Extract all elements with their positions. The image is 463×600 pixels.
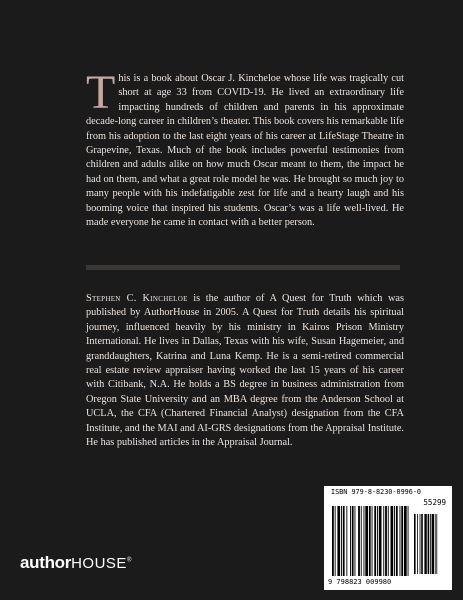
barcode-bar <box>383 506 384 576</box>
trademark-symbol: ® <box>126 557 132 564</box>
barcode-bar <box>377 506 378 576</box>
barcode-bar <box>337 506 340 576</box>
barcode-bar <box>404 506 407 576</box>
barcode-addon-bar <box>430 514 431 574</box>
barcode-bar <box>350 506 351 576</box>
barcode-bar <box>361 506 362 576</box>
publisher-logo <box>20 553 131 573</box>
publisher-logo-part2: HOUSE <box>71 555 127 572</box>
price-code: 55299 <box>423 498 446 507</box>
barcode-addon-bar <box>435 514 436 574</box>
barcode-addon-bar <box>420 514 421 574</box>
barcode-bar <box>364 506 365 576</box>
barcode-bar <box>391 506 394 576</box>
barcode-bar <box>365 506 368 576</box>
isbn-label: ISBN 979-8-8230-0996-0 <box>331 488 422 496</box>
barcode-bar <box>401 506 403 576</box>
barcode-addon-bar <box>424 514 426 574</box>
barcode-bar <box>372 506 373 576</box>
section-divider <box>86 265 400 270</box>
barcode-addon-bar <box>421 514 423 574</box>
barcode-bar <box>374 506 376 576</box>
isbn-barcode-block <box>324 486 452 590</box>
publisher-logo-part1: author <box>20 553 72 572</box>
barcode-bar <box>341 506 342 576</box>
barcode-bar <box>388 506 389 576</box>
barcode-addon-bar <box>428 514 430 574</box>
author-name: Stephen C. Kincheloe <box>86 293 188 304</box>
barcode-addon-bar <box>432 514 434 574</box>
barcode-addon-bar <box>417 514 418 574</box>
barcode-bar <box>358 506 360 576</box>
barcode-bar <box>332 506 334 576</box>
barcode-bar <box>343 506 345 576</box>
barcode-bar <box>335 506 336 576</box>
book-blurb <box>86 66 404 230</box>
ean-number: 9 798823 009980 <box>328 578 392 586</box>
barcode-bar <box>355 506 356 576</box>
author-bio <box>86 292 404 450</box>
barcode-bar <box>396 506 398 576</box>
bio-text: is the author of A Quest for Truth which was published by AuthorHouse in 2005. A Quest for Truth details his spiritual journey, influenced heavily by his ministry in Kairos Prison Ministry International. He lives in Dallas, Texas with his wife, Susan Hagemeier, and granddaughters, Katrina and Luna Kemp. He is a semi-retired commercial real estate review appraiser having worked the last 15 years of his career with Citibank, N.A. He holds a BS degree in business administration from Oregon State University and an MBA degree from the Anderson School at UCLA, the CFA (Chartered Financial Analyst) designation from the CFA Institute, and the MAI and AI-GRS designations from the Appraisal Institute. He has published articles in the Appraisal Journal. <box>86 293 405 449</box>
barcode-bar <box>379 506 382 576</box>
barcode-bar <box>394 506 395 576</box>
barcode-icon <box>330 498 446 578</box>
barcode-bar <box>385 506 387 576</box>
barcode-bar <box>400 506 401 576</box>
barcode-addon-bar <box>436 514 437 574</box>
barcode-bar <box>352 506 354 576</box>
barcode-bar <box>408 506 409 576</box>
blurb-text: his is a book about Oscar J. Kincheloe whose life was tragically cut short at age 33 from COVID-19. He lived an extraordinary life impacting hundreds of children and parents in his approximate decade-long career in children’s theater. This book covers his remarkable life from his adoption to the last eight years of his career at LifeStage Theatre in Grapevine, Texas. Much of the book includes powerful testimonies from children and adults alike on how much Oscar meant to them, the impact he had on them, and what a great role model he was. He brought so much joy to many people with his indefatigable zest for life and a hearty laugh and his booming voice that inspired his students. Oscar’s was a life well-lived. He made everyone he came in contact with a better person. <box>86 73 404 229</box>
drop-cap: T <box>86 66 116 119</box>
barcode-bar <box>346 506 347 576</box>
barcode-addon-bar <box>414 514 416 574</box>
barcode-bar <box>369 506 371 576</box>
